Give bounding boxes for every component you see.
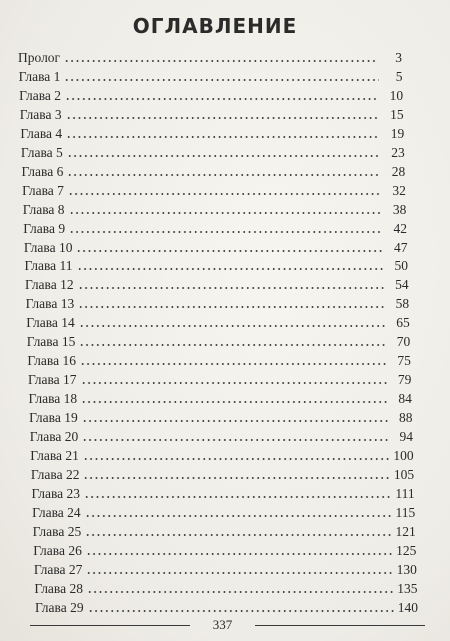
dot-leader — [76, 241, 383, 253]
dot-leader — [77, 259, 385, 271]
dot-leader — [85, 525, 392, 537]
toc-entry-page: 10 — [389, 87, 404, 103]
toc-entry-page: 70 — [396, 334, 411, 350]
toc-entry-page: 54 — [395, 277, 409, 293]
toc-entry-label: Глава 6 — [21, 163, 64, 179]
toc-entry — [30, 425, 413, 445]
toc-entry-label: Глава 18 — [28, 391, 78, 407]
toc-entry — [34, 577, 417, 597]
toc-entry — [18, 46, 402, 66]
toc-entry — [29, 387, 412, 407]
toc-entry-label: Глава 2 — [19, 87, 62, 103]
toc-entry — [19, 84, 403, 104]
toc-entry-page: 111 — [395, 485, 415, 501]
toc-entry-page: 50 — [394, 258, 409, 274]
toc-entry-label: Глава 1 — [18, 68, 61, 84]
dot-leader — [83, 468, 390, 480]
toc-entry-page: 130 — [396, 561, 417, 577]
toc-entry — [30, 444, 413, 464]
toc-entry-page: 100 — [393, 447, 414, 463]
dot-leader — [64, 51, 378, 63]
footer-rule-right — [255, 625, 425, 626]
toc-entry-page: 75 — [397, 353, 411, 369]
toc-entry — [32, 501, 415, 521]
dot-leader — [80, 354, 387, 366]
dot-leader — [67, 165, 381, 177]
toc-entry — [21, 141, 405, 161]
page-number: 337 — [212, 617, 233, 632]
toc-entry-label: Глава 22 — [30, 466, 80, 482]
dot-leader — [87, 582, 393, 594]
toc-entry-page: 28 — [391, 163, 406, 179]
toc-entry-label: Глава 23 — [31, 485, 81, 501]
toc-entry-label: Глава 11 — [24, 258, 73, 274]
toc-entry-page: 5 — [395, 68, 403, 84]
toc-entry — [34, 558, 417, 578]
toc-entry — [33, 520, 416, 540]
toc-entry-page: 32 — [392, 182, 406, 198]
toc-entry-page: 94 — [399, 429, 414, 444]
toc-entry-label: Глава 8 — [22, 201, 65, 217]
page-footer — [30, 615, 425, 635]
toc-entry — [24, 236, 408, 256]
toc-entry-label: Глава 24 — [32, 504, 81, 520]
toc-entry-label: Глава 29 — [35, 599, 84, 615]
toc-entry-page: 38 — [392, 201, 407, 217]
toc-entry — [22, 160, 406, 180]
toc-entry-label: Глава 28 — [34, 580, 83, 596]
dot-leader — [81, 373, 388, 385]
toc-entry — [27, 330, 410, 350]
dot-leader — [66, 127, 380, 139]
toc-entry — [25, 273, 409, 293]
dot-leader — [85, 506, 392, 518]
toc-entry — [31, 482, 414, 502]
toc-entry-page: 115 — [395, 504, 416, 520]
toc-entry-label: Глава 20 — [29, 429, 79, 444]
toc-entry — [33, 539, 416, 559]
toc-entry-label: Глава 26 — [33, 542, 82, 558]
toc-entry-page: 140 — [397, 599, 418, 615]
dot-leader — [66, 108, 380, 120]
toc-entry — [22, 179, 406, 199]
toc-entry — [24, 254, 408, 274]
toc-entry-page: 88 — [398, 410, 413, 426]
toc-entry-page: 105 — [393, 466, 415, 482]
toc-entry-label: Глава 13 — [25, 296, 75, 312]
dot-leader — [64, 70, 378, 82]
toc-entry-label: Глава 9 — [23, 220, 66, 236]
toc-entry-page: 42 — [393, 220, 407, 236]
toc-entry-label: Глава 7 — [22, 182, 64, 198]
dot-leader — [82, 430, 389, 442]
toc-entry-label: Глава 27 — [33, 561, 83, 577]
dot-leader — [81, 392, 388, 404]
dot-leader — [69, 222, 383, 234]
toc-entry-label: Глава 16 — [27, 353, 76, 369]
toc-entry-page: 58 — [395, 296, 410, 312]
dot-leader — [68, 184, 382, 196]
dot-leader — [86, 544, 393, 556]
toc-entry-page: 3 — [395, 50, 402, 65]
dot-leader — [84, 487, 391, 499]
toc-entry-page: 121 — [395, 523, 416, 539]
toc-entry — [23, 198, 407, 218]
dot-leader — [79, 335, 386, 347]
dot-leader — [78, 278, 385, 290]
footer-rule-left — [30, 625, 190, 626]
toc-entry-label: Глава 15 — [26, 334, 76, 350]
toc-entry — [26, 292, 410, 312]
dot-leader — [78, 297, 385, 309]
dot-leader — [67, 146, 381, 158]
toc-entry-page: 125 — [396, 542, 417, 558]
toc-entry-page: 65 — [396, 315, 410, 331]
toc-entry-label: Глава 4 — [20, 125, 63, 141]
toc-entry-label: Глава 14 — [26, 315, 75, 331]
toc-entry-label: Глава 19 — [29, 410, 78, 426]
toc-entry-page: 135 — [397, 580, 418, 596]
toc-entry — [19, 65, 403, 85]
toc-entry-label: Пролог — [18, 50, 61, 65]
dot-leader — [82, 411, 389, 423]
page-title: ОГЛАВЛЕНИЕ — [132, 14, 298, 38]
toc-entry — [20, 103, 404, 123]
toc-entry-label: Глава 5 — [20, 144, 63, 160]
dot-leader — [86, 563, 392, 575]
toc-entry-label: Глава 21 — [30, 447, 79, 463]
toc-entry-page: 47 — [394, 239, 408, 255]
toc-entry-label: Глава 17 — [27, 372, 77, 388]
toc-entry-page: 79 — [397, 372, 412, 388]
toc-entry-page: 84 — [398, 391, 412, 407]
toc-entry — [28, 368, 411, 388]
dot-leader — [83, 449, 390, 461]
toc-entry-page: 15 — [390, 106, 404, 122]
toc-entry-label: Глава 25 — [32, 523, 82, 539]
toc-entry-label: Глава 3 — [19, 106, 62, 122]
toc-entry — [31, 463, 414, 483]
toc-entry — [27, 349, 410, 369]
toc-entry — [23, 217, 407, 237]
dot-leader — [79, 316, 386, 328]
toc-entry-page: 23 — [391, 144, 405, 160]
dot-leader — [88, 601, 394, 613]
toc-entry-page: 19 — [390, 125, 405, 141]
toc-entry — [29, 406, 412, 426]
toc-entry-label: Глава 12 — [25, 277, 74, 293]
toc-entry-label: Глава 10 — [23, 239, 73, 255]
toc-entry — [26, 311, 410, 331]
dot-leader — [65, 89, 379, 101]
dot-leader — [69, 203, 383, 215]
toc-entry — [35, 596, 418, 616]
toc-entry — [20, 122, 404, 142]
